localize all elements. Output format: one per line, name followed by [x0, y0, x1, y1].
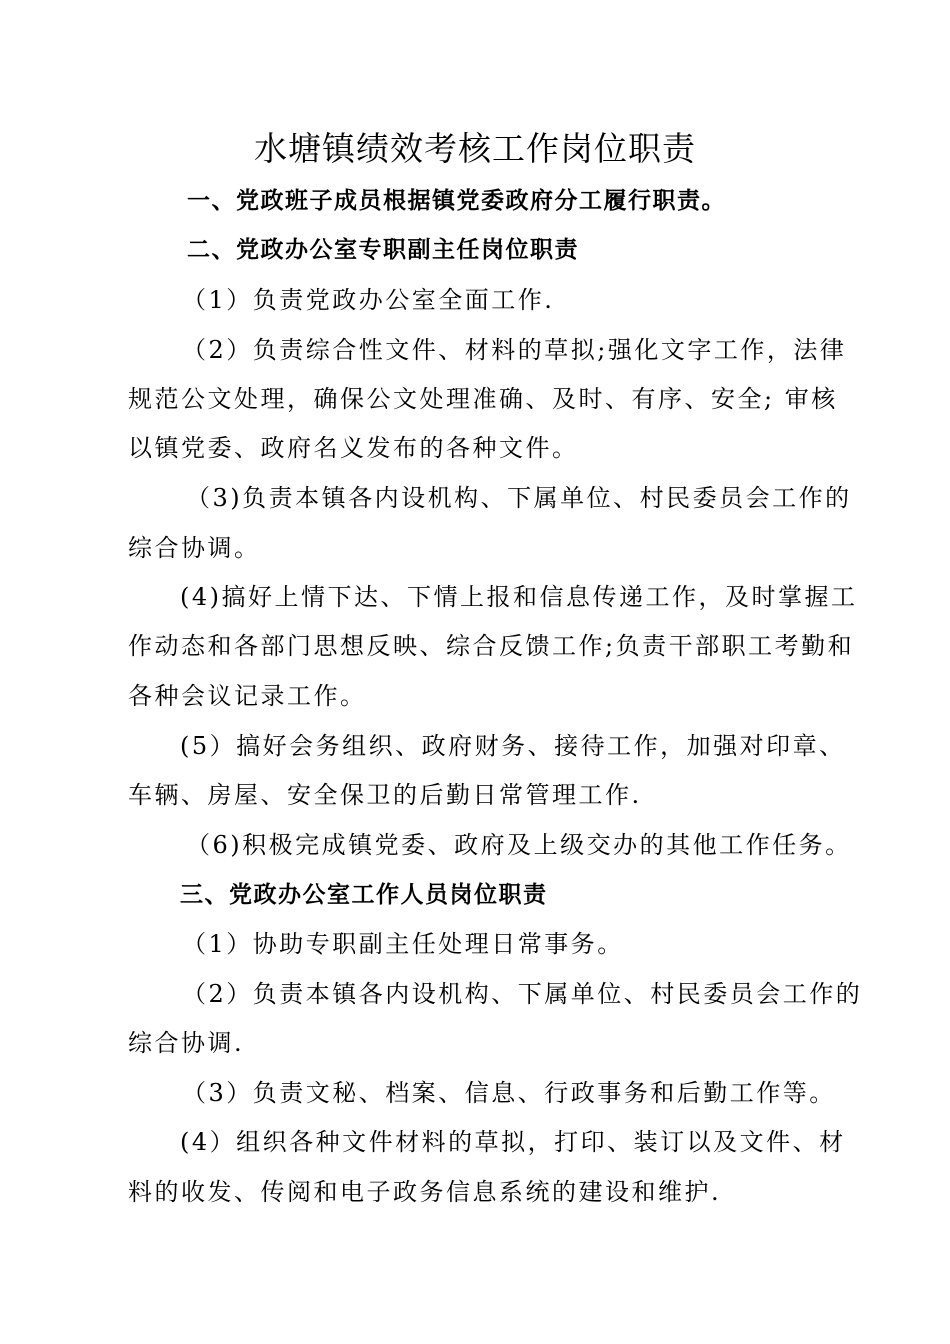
document-title: 水塘镇绩效考核工作岗位职责 [254, 129, 696, 168]
paragraph-line: （6)积极完成镇党委、政府及上级交办的其他工作任务。 [186, 831, 852, 859]
section-heading-1: 一、党政班子成员根据镇党委政府分工履行职责。 [187, 188, 726, 214]
paragraph-line: 规范公文处理，确保公文处理准确、及时、有序、安全; 审核 [128, 385, 838, 413]
paragraph-line: （1）负责党政办公室全面工作. [182, 286, 555, 314]
section-heading-2: 二、党政办公室专职副主任岗位职责 [187, 237, 579, 263]
paragraph-line: （1）协助专职副主任处理日常事务。 [182, 930, 624, 958]
paragraph-line: （2）负责综合性文件、材料的草拟;强化文字工作，法律 [182, 336, 847, 364]
paragraph-line: 车辆、房屋、安全保卫的后勤日常管理工作. [128, 781, 642, 809]
paragraph-line: （2）负责本镇各内设机构、下属单位、村民委员会工作的 [182, 980, 863, 1008]
paragraph-line: 作动态和各部门思想反映、综合反馈工作;负责干部职工考勤和 [128, 632, 855, 660]
paragraph-line: （3)负责本镇各内设机构、下属单位、村民委员会工作的 [186, 484, 852, 512]
paragraph-line: 综合协调。 [128, 534, 261, 562]
section-heading-3: 三、党政办公室工作人员岗位职责 [180, 882, 548, 908]
paragraph-line: 料的收发、传阅和电子政务信息系统的建设和维护. [128, 1178, 722, 1206]
paragraph-line: 以镇党委、政府名义发布的各种文件。 [128, 434, 579, 462]
paragraph-line: (4）组织各种文件材料的草拟，打印、装订以及文件、材 [180, 1128, 846, 1156]
paragraph-line: 各种会议记录工作。 [128, 682, 367, 710]
paragraph-line: 综合协调. [128, 1029, 245, 1057]
paragraph-line: （3）负责文秘、档案、信息、行政事务和后勤工作等。 [182, 1079, 836, 1107]
paragraph-line: (4)搞好上情下达、下情上报和信息传递工作，及时掌握工 [180, 583, 858, 611]
paragraph-line: (5）搞好会务组织、政府财务、接待工作，加强对印章、 [180, 732, 846, 760]
